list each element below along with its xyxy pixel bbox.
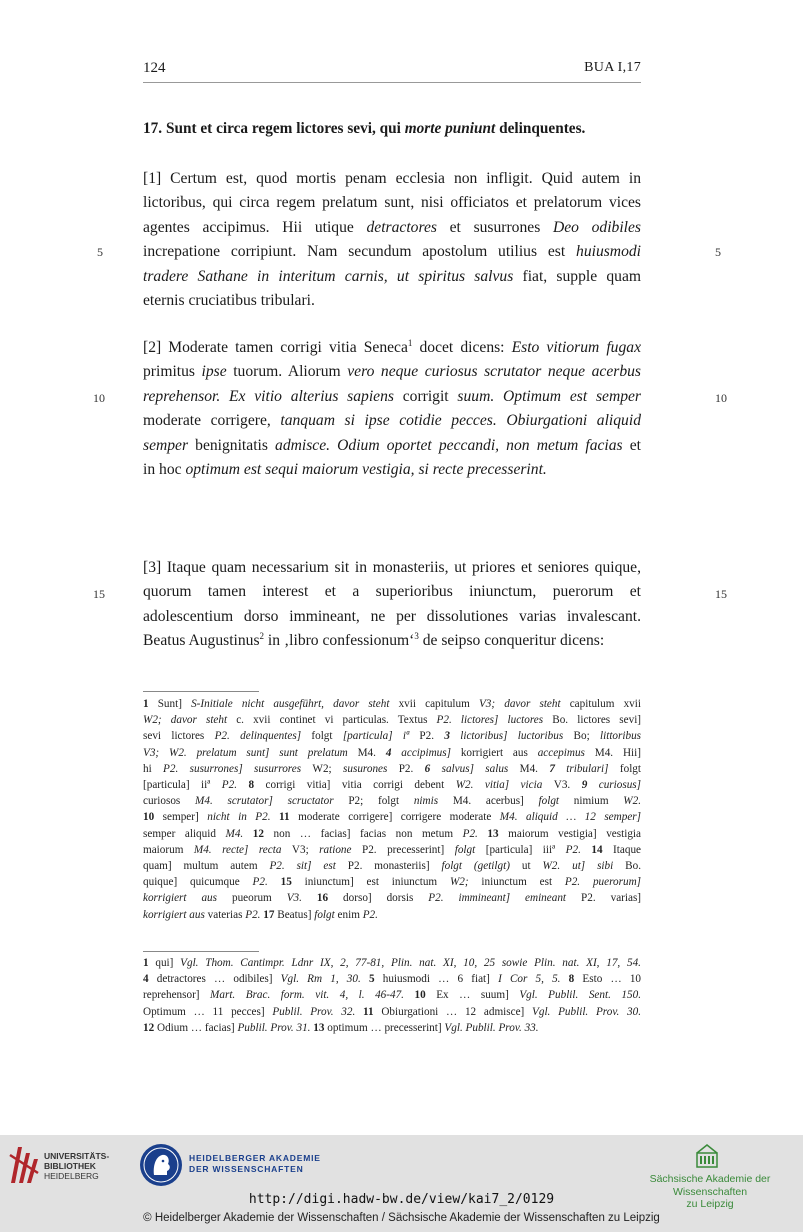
text-line: Beatus Augustinus$^2$ in ‚libro confessionum‘$^3$ de seipso conqueritur dicens: <box>143 631 605 650</box>
apparatus-rule <box>143 691 259 692</box>
text-line: 1 qui] Vgl. Thom. Cantimpr. Ldnr IX, 2, 77-81, Plin. nat. XI, 10, 25 sowie Plin. nat. XI, 17, 54. <box>143 957 641 969</box>
line-number-right: 10 <box>715 391 727 405</box>
text-line: eternis cruciatibus tribulari. <box>143 292 315 310</box>
text-line: semper aliquid M4. 12 non … facias] facias non metum P2. 13 maiorum vestigia] vestigia <box>143 827 641 840</box>
text-line: semper benignitatis admisce. Odium oportet peccandi, non metum facias et <box>143 436 641 454</box>
page-number: 124 <box>143 60 166 76</box>
critical-apparatus <box>143 696 641 923</box>
chapter-title-part: delinquentes. <box>495 120 586 137</box>
text-line: reprehensor] Mart. Brac. form. vit. 4, l. 46-47. 10 Ex … suum] Vgl. Publil. Sent. 150. <box>143 989 641 1002</box>
ub-logo-line: UNIVERSITÄTS- <box>44 1151 110 1161</box>
chapter-title <box>143 120 641 138</box>
text-line: adolescentium dorso immineant, ne per dissolutiones varias invalescant. <box>143 607 641 625</box>
text-line: 1 Sunt] S-Initiale nicht ausgeführt, davor steht xvii capitulum V3; davor steht capitulum xvii <box>143 698 641 710</box>
hadw-line: DER WISSENSCHAFTEN <box>189 1164 304 1174</box>
saxon-line: Sächsische Akademie der Wissenschaften <box>649 1173 771 1198</box>
text-line: [2] Moderate tamen corrigi vitia Seneca$^1$ docet dicens: Esto vitiorum fugax <box>143 337 641 356</box>
text-line: quique] quicumque P2. 15 iniunctum] est iniunctum W2; iniunctum est P2. puerorum] <box>143 876 642 889</box>
ub-heidelberg-name <box>44 1151 109 1181</box>
text-line: moderate corrigere, tanquam si ipse cotidie pecces. Obiurgationi aliquid <box>143 412 641 430</box>
ub-heidelberg-logo-icon[interactable] <box>8 1143 40 1185</box>
sources-rule <box>143 951 259 952</box>
hadw-name <box>189 1153 321 1175</box>
text-line: curiosos M4. scrutator] scructator P2; folgt nimis M4. acerbus] folgt nimium W2. <box>143 795 642 808</box>
text-line: W2; davor steht c. xvii continet vi particulas. Textus P2. lictores] luctores Bo. lictores sevi] <box>143 714 642 727</box>
saxon-academy-emblem-icon[interactable] <box>696 1143 718 1169</box>
text-line: Optimum … 11 pecces] Publil. Prov. 32. 11 Obiurgationi … 12 admisce] Vgl. Publil. Prov. 30. <box>143 1005 641 1018</box>
paragraph-1 <box>143 167 641 313</box>
text-line: in hoc optimum est sequi maiorum vestigia, si recte precesserint. <box>143 461 547 479</box>
saxon-line: zu Leipzig <box>686 1198 734 1210</box>
line-number-left: 15 <box>93 587 105 601</box>
text-line: tradere Sathane in interitum carnis, ut spiritus salvus fiat, supple quam <box>143 267 642 285</box>
sources-apparatus <box>143 955 641 1036</box>
text-line: primitus ipse tuorum. Aliorum vero neque curiosus scrutator neque acerbus <box>143 363 641 381</box>
ub-logo-line: HEIDELBERG <box>44 1171 99 1181</box>
paragraph-2 <box>143 336 641 482</box>
copyright-notice: © Heidelberger Akademie der Wissenschaften / Sächsische Akademie der Wissenschaften zu Leipzig <box>143 1212 660 1224</box>
text-line: increpatione corripiunt. Nam secundum apostolum utilius est huiusmodi <box>143 243 641 261</box>
line-number-right: 15 <box>715 587 727 601</box>
text-line: [1] Certum est, quod mortis penam ecclesia non infligit. Quid autem in <box>143 170 641 187</box>
line-number-left: 10 <box>93 391 105 405</box>
paragraph-3 <box>143 556 641 654</box>
text-line: korrigiert aus pueorum V3. 16 dorso] dorsis P2. immineant] emineant P2. varias] <box>143 892 642 905</box>
hadw-line: HEIDELBERGER AKADEMIE <box>189 1153 321 1163</box>
text-line: reprehensor. Ex vitio alterius sapiens corrigit suum. Optimum est semper <box>143 387 641 405</box>
line-number-right: 5 <box>715 245 721 259</box>
text-line: quam] multum autem P2. sit] est P2. monasteriis] folgt (getilgt) ut W2. ut] sibi Bo. <box>143 860 641 873</box>
text-line: 12 Odium … facias] Publil. Prov. 31. 13 optimum … precesserint] Vgl. Publil. Prov. 33. <box>143 1021 539 1034</box>
text-line: quorum tamen interest et a superioribus iniunctum, puerorum et <box>143 583 641 601</box>
line-number-left: 5 <box>97 245 103 259</box>
text-line: maiorum M4. recte] recta V3; ratione P2. precesserint] folgt [particula] iiiª P2. 14 Itaque <box>143 843 642 856</box>
text-line: korrigiert aus vaterias P2. 17 Beatus] folgt enim P2. <box>143 908 378 921</box>
chapter-title-part: morte puniunt <box>404 120 496 137</box>
text-line: [particula] iiª P2. 8 corrigi vitia] vitia corrigi debent W2. vitia] vicia V3. 9 curiosus] <box>143 779 641 792</box>
text-line: agentes accipimus. Hii utique detractores et susurrones Deo odibiles <box>143 218 641 236</box>
text-line: 4 detractores … odibiles] Vgl. Rm 1, 30. 5 huiusmodi … 6 fiat] I Cor 5, 5. 8 Esto … 10 <box>143 973 642 986</box>
text-line: sevi lictores P2. delinquentes] folgt [particula] iª P2. 3 lictoribus] luctoribus Bo; littoribus <box>143 730 642 743</box>
text-line: V3; W2. prelatum sunt] sunt prelatum M4. 4 accipimus] korrigiert aus accepimus M4. Hii] <box>143 746 641 759</box>
hadw-seal-icon[interactable] <box>139 1143 183 1187</box>
text-line: hi P2. susurrones] susurrores W2; susurones P2. 6 salvus] salus M4. 7 tribulari] folgt <box>143 762 642 775</box>
running-head: BUA I,17 <box>584 60 641 75</box>
chapter-title-part: 17. Sunt et circa regem lictores sevi, qui <box>143 120 405 137</box>
text-line: [3] Itaque quam necessarium sit in monasteriis, ut priores et seniores quique, <box>143 559 641 576</box>
permalink-url[interactable]: http://digi.hadw-bw.de/view/kai7_2/0129 <box>248 1192 555 1207</box>
text-line: 10 semper] nicht in P2. 11 moderate corrigere] corrigere moderate M4. aliquid … 12 semper] <box>143 811 641 824</box>
ub-logo-line: BIBLIOTHEK <box>44 1161 96 1171</box>
header-rule <box>143 82 641 83</box>
text-line: lictoribus, qui circa regem prelatum sunt, nisi officiatos et prelatorum vices <box>143 194 641 212</box>
